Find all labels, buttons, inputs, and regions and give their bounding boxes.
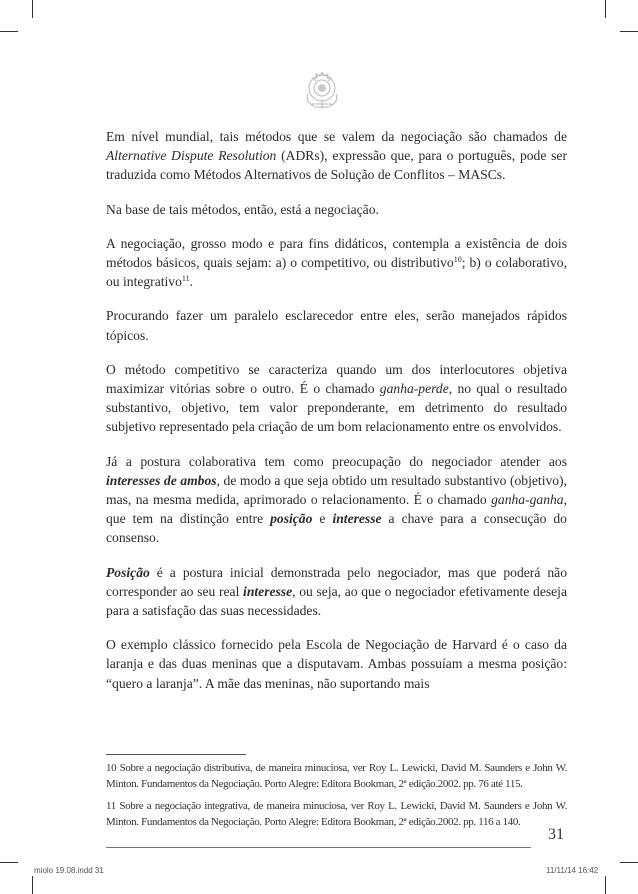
crop-mark-top-left-h bbox=[0, 31, 18, 32]
text-run: (ADRs), expressão que, para o português, pode ser traduzida como Métodos Alternativos de Solução de Conflitos – MASCs. bbox=[106, 148, 567, 183]
body-paragraph bbox=[106, 563, 567, 621]
page-number-rule bbox=[106, 847, 531, 848]
slug-timestamp: 11/11/14 16:42 bbox=[546, 866, 599, 875]
crop-mark-bottom-right-v bbox=[605, 876, 606, 894]
body-paragraph bbox=[106, 127, 567, 185]
body-paragraph bbox=[106, 360, 567, 437]
text-run: Na base de tais métodos, então, está a negociação. bbox=[106, 201, 379, 217]
body-paragraph bbox=[106, 635, 567, 693]
text-run: Procurando fazer um paralelo esclarecedor entre eles, serão manejados rápidos tópicos. bbox=[106, 308, 567, 343]
text-run: . bbox=[189, 274, 193, 290]
body-text bbox=[106, 127, 567, 708]
text-run: , ou seja, ao que o negociador efetivamente deseja para a satisfação das suas necessidades. bbox=[106, 583, 567, 619]
text-run: O método competitivo se caracteriza quando um dos interlocutores objetiva maximizar vitórias sobre o outro. É o chamado bbox=[106, 361, 567, 397]
text-run: posição bbox=[270, 511, 313, 527]
text-run: e bbox=[312, 511, 333, 527]
crop-mark-top-left-v bbox=[32, 0, 33, 18]
brazil-coat-of-arms-icon bbox=[302, 70, 342, 112]
footnote-10: 10 Sobre a negociação distributiva, de maneira minuciosa, ver Roy L. Lewicki, David M. Saunders e John W. Minton. Fundamentos da Negociação. Porto Alegre: Editora Bookman, 2ª edição.2002. pp. 76 até 115. bbox=[106, 762, 567, 790]
footnote-11: 11 Sobre a negociação integrativa, de maneira minuciosa, ver Roy L. Lewicki, David M. Saunders e John W. Minton. Fundamentos da Negociação. Porto Alegre: Editora Bookman, 2ª edição.2002. pp. 116 a 140. bbox=[106, 800, 567, 828]
body-paragraph bbox=[106, 452, 567, 548]
crop-mark-top-right-h bbox=[620, 31, 638, 32]
body-paragraph bbox=[106, 200, 567, 219]
footnote-separator bbox=[106, 754, 246, 755]
text-run: é a postura inicial demonstrada pelo negociador, mas que poderá não corresponder ao seu real bbox=[106, 564, 567, 599]
text-run: , no qual o resultado substantivo, objetivo, tem valor preponderante, em detrimento do resultado subjetivo representado pela criação de um bom relacionamento entre os envolvidos. bbox=[106, 381, 567, 435]
page-number: 31 bbox=[548, 826, 564, 843]
text-run: Alternative Dispute Resolution bbox=[106, 148, 277, 164]
text-run: ganha-perde bbox=[379, 381, 449, 397]
text-run: ; b) o colaborativo, ou integrativo bbox=[106, 255, 567, 290]
footnote-reference: 10 bbox=[453, 255, 462, 265]
crop-mark-bottom-left-h bbox=[0, 862, 18, 863]
body-paragraph bbox=[106, 306, 567, 344]
crop-mark-bottom-left-v bbox=[32, 876, 33, 894]
text-run: O exemplo clássico fornecido pela Escola de Negociação de Harvard é o caso da laranja e das duas meninas que a disputavam. Ambas possuíam a mesma posição: “quero a laranja”. A mãe das meninas, não suportando mais bbox=[106, 637, 567, 691]
crop-mark-top-right-v bbox=[605, 0, 606, 18]
text-run: Já a postura colaborativa tem como preocupação do negociador atender aos bbox=[106, 453, 567, 469]
footnote-reference: 11 bbox=[181, 274, 190, 284]
text-run: interesses de ambos bbox=[106, 472, 217, 488]
slug-filename: miolo 19.08.indd 31 bbox=[34, 866, 104, 875]
text-run: interesse bbox=[332, 511, 382, 527]
text-run: , de modo a que seja obtido um resultado substantivo (objetivo), mas, na mesma medida, aprimorado o relacionamento. É o chamado bbox=[106, 472, 567, 508]
footnotes bbox=[106, 760, 567, 836]
text-run: Em nível mundial, tais métodos que se valem da negociação são chamados de bbox=[106, 129, 567, 144]
text-run: ganha-ganha bbox=[491, 492, 564, 508]
text-run: interesse bbox=[243, 583, 293, 599]
text-run: a chave para a consecução do consenso. bbox=[106, 511, 567, 546]
text-run: , que tem na distinção entre bbox=[106, 492, 567, 527]
text-run: A negociação, grosso modo e para fins didáticos, contempla a existência de dois métodos básicos, quais sejam: a) o competitivo, ou distributivo bbox=[106, 235, 567, 271]
text-run: Posição bbox=[106, 564, 150, 580]
body-paragraph bbox=[106, 234, 567, 292]
crop-mark-bottom-right-h bbox=[620, 862, 638, 863]
